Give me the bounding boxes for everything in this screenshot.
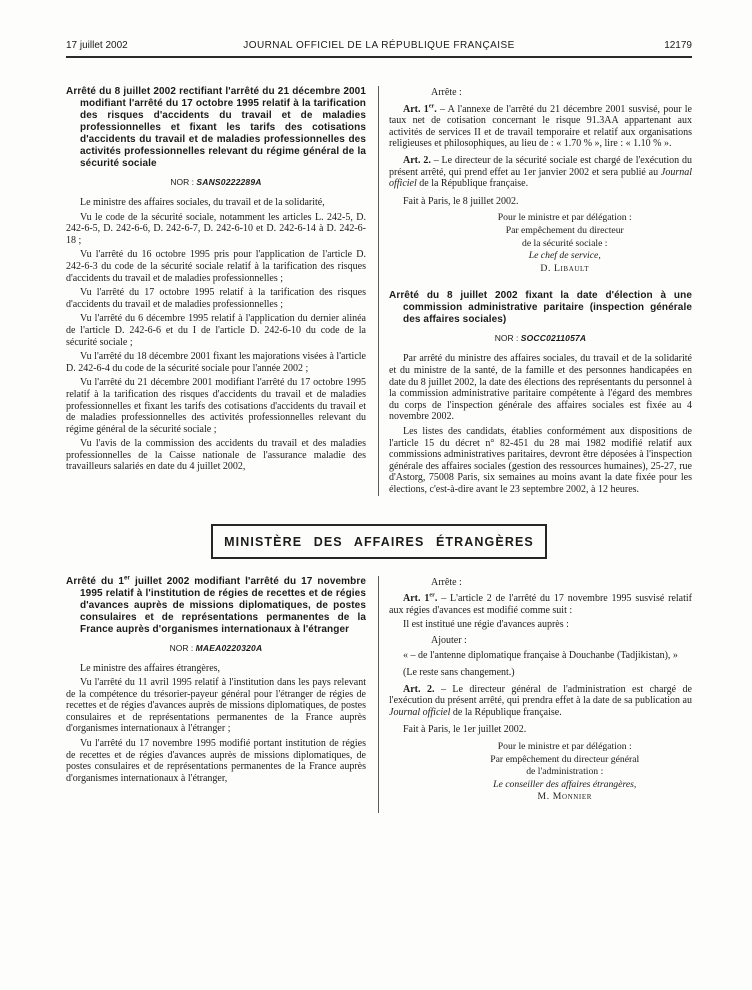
article-text: de la République française. — [416, 178, 529, 190]
signature-block — [437, 741, 692, 804]
preamble-paragraph: Vu l'arrêté du 17 octobre 1995 relatif à la tarification des risques d'accidents du travail et de maladies professionnelles ; — [66, 287, 366, 310]
signature-role: Le chef de service, — [528, 250, 601, 262]
quoted-addition-line: « – de l'antenne diplomatique française à Douchanbe (Tadjikistan), » — [403, 650, 678, 662]
amendment-intro-line: Il est institué une régie d'avances auprès : — [403, 619, 569, 631]
section-foreign-affairs — [66, 576, 692, 814]
article-text: – A l'annexe de l'arrêté du 21 décembre 2001 susvisé, pour le taux net de cotisation concernant le risque 91.3AA appartenant aux activités de services II et de travail temporaire et relatif aux organisations religieuses et philosophiques, au lieu de : « 1.70 % », lire : « 1.10 % ». — [389, 103, 692, 150]
arrete-line: Arrête : — [431, 87, 462, 98]
done-at-line: Fait à Paris, le 1er juillet 2002. — [403, 724, 527, 736]
signature-line: Pour le ministre et par délégation : — [497, 212, 632, 224]
article-1 — [389, 593, 692, 616]
issue-date: 17 juillet 2002 — [66, 40, 128, 51]
article-label: Art. 1er. — [403, 102, 437, 115]
signature-line: de l'administration : — [526, 766, 604, 778]
signature-name: D. Libault — [540, 262, 590, 274]
header-rule — [66, 56, 692, 58]
article-label: Art. 2. — [403, 154, 431, 166]
ajouter-line: Ajouter : — [431, 634, 467, 646]
article-1 — [389, 104, 692, 150]
nor-label: NOR : — [494, 333, 519, 344]
preamble-paragraph: Vu l'arrêté du 6 décembre 1995 relatif à l'application du dernier alinéa de l'article D. 242-6-6 et du I de l'article D. 242-6-10 du code de la sécurité sociale ; — [66, 313, 366, 348]
preamble-paragraph: Le ministre des affaires sociales, du travail et de la solidarité, — [80, 197, 325, 208]
article-label: Art. 1er. — [403, 591, 438, 605]
decree-title-regies: Arrêté du 1er juillet 2002 modifiant l'arrêté du 17 novembre 1995 relatif à l'institution de régies de recettes et de régies d'avances auprès de missions diplomatiques, de postes consulaires et de représentations permanentes de la France auprès d'organismes internationaux à l'étranger — [66, 574, 366, 635]
preamble-paragraph: Vu l'arrêté du 11 avril 1995 relatif à l'institution dans les pays relevant de la compétence du trésorier-payeur général pour l'étranger de régies de recettes et de régies d'avances auprès de missions diplomatiques, de postes consulaires et de représentations permanentes de la France auprès d'organismes internationaux à l'étranger ; — [66, 677, 366, 735]
signature-line: de la sécurité sociale : — [521, 237, 608, 249]
reste-line: (Le reste sans changement.) — [403, 667, 515, 679]
done-at-line: Fait à Paris, le 8 juillet 2002. — [403, 195, 519, 207]
signature-line: Par empêchement du directeur — [505, 224, 624, 236]
article-text: – Le directeur de la sécurité sociale est chargé de l'exécution du présent arrêté, qui prend effet au 1er janvier 2002 et sera publié au — [389, 154, 692, 178]
nor-line — [66, 177, 366, 187]
journal-title: JOURNAL OFFICIEL DE LA RÉPUBLIQUE FRANÇAISE — [243, 40, 515, 51]
signature-line: Pour le ministre et par délégation : — [497, 741, 632, 753]
arrete-line: Arrête : — [431, 576, 462, 588]
nor-line — [66, 643, 366, 653]
decree-title-election: Arrêté du 8 juillet 2002 fixant la date d'élection à une commission administrative paritaire (inspection générale des affaires sociales) — [389, 290, 692, 326]
nor-label: NOR : — [170, 177, 194, 187]
article-label: Art. 2. — [403, 683, 435, 695]
decree-title-tarification: Arrêté du 8 juillet 2002 rectifiant l'arrêté du 21 décembre 2001 modifiant l'arrêté du 17 octobre 1995 relatif à la tarification des risques d'accidents du travail et de maladies professionnelles et fixant les tarifs des cotisations d'accidents du travail et de maladies professionnelles des activités professionnelles relevant du régime général de la sécurité sociale — [66, 86, 366, 169]
nor-code: SANS0222289A — [196, 177, 262, 187]
article-2 — [389, 684, 692, 719]
signature-block — [437, 212, 692, 275]
page-number: 12179 — [664, 40, 692, 51]
nor-line — [389, 333, 692, 343]
column-right — [389, 576, 692, 814]
page-header — [66, 40, 692, 51]
preamble-paragraph: Vu l'arrêté du 21 décembre 2001 modifiant l'arrêté du 17 octobre 1995 relatif à la tarification des risques d'accidents du travail et de maladies professionnelles et fixant les tarifs des cotisations d'accidents du travail et de maladies professionnelles des activités professionnelles relevant du régime général de la sécurité sociale ; — [66, 377, 366, 435]
article-text: de la République française. — [450, 706, 562, 718]
article-text: – L'article 2 de l'arrêté du 17 novembre 1995 susvisé relatif aux régies d'avances est modifié comme suit : — [389, 593, 692, 616]
signature-role: Le conseiller des affaires étrangères, — [493, 778, 637, 790]
preamble-paragraph: Vu l'arrêté du 16 octobre 1995 pris pour l'application de l'article D. 242-6-3 du code de la sécurité sociale relatif à la tarification des risques d'accidents du travail et de maladies professionnelles ; — [66, 249, 366, 284]
body-paragraph: Les listes des candidats, établies conformément aux dispositions de l'article 15 du décret n° 82-451 du 28 mai 1982 modifié relatif aux commissions administratives paritaires, devront être déposées à l'inspection générale des affaires sociales (gestion des ressources humaines), 25-27, rue d'Astorg, 75008 Paris, six semaines au moins avant la date fixée pour les élections, c'est-à-dire avant le 23 septembre 2002, à 12 heures. — [389, 425, 692, 495]
journal-officiel-italic: Journal officiel — [389, 706, 451, 718]
article-text: – Le directeur général de l'administration est chargé de l'exécution du présent arrêté, qui prendra effet à la date de sa publication au — [389, 683, 692, 707]
nor-code: SOCC0211057A — [520, 333, 587, 344]
nor-label: NOR : — [169, 642, 194, 653]
signature-name: M. Monnier — [537, 791, 592, 803]
signature-line: Par empêchement du directeur général — [490, 753, 640, 765]
article-2 — [389, 155, 692, 190]
page-content — [66, 86, 692, 813]
column-divider — [378, 86, 379, 496]
preamble-paragraph: Vu le code de la sécurité sociale, notamment les articles L. 242-5, D. 242-6-5, D. 242-6-6, D. 242-6-7, D. 242-6-10 et D. 242-6-14 à D. 242-6-18 ; — [66, 211, 366, 246]
preamble-paragraph: Vu l'arrêté du 18 décembre 2001 fixant les majorations visées à l'article D. 242-6-4 du code de la sécurité sociale pour l'année 2002 ; — [66, 351, 366, 374]
preamble-paragraph: Le ministre des affaires étrangères, — [80, 662, 221, 674]
ministry-banner: MINISTÈRE DES AFFAIRES ÉTRANGÈRES — [211, 524, 547, 559]
column-left — [66, 86, 366, 496]
nor-code: MAEA0220320A — [195, 642, 263, 653]
body-paragraph: Par arrêté du ministre des affaires sociales, du travail et de la solidarité et du ministre de la santé, de la famille et des personnes handicapées en date du 8 juillet 2002, la date des élections des représentants du personnel à la commission administrative paritaire compétente à l'égard des membres du corps de l'inspection générale des affaires sociales est fixée au 4 novembre 2002. — [389, 353, 692, 423]
column-left — [66, 576, 366, 814]
preamble-paragraph: Vu l'arrêté du 17 novembre 1995 modifié portant institution de régies de recettes et de régies d'avances auprès de missions diplomatiques, de postes consulaires et de représentations permanentes de la France auprès d'organismes internationaux à l'étranger, — [66, 738, 366, 784]
column-divider — [378, 576, 379, 814]
preamble-paragraph: Vu l'avis de la commission des accidents du travail et des maladies professionnelles de la Caisse nationale de l'assurance maladie des travailleurs salariés en date du 4 juillet 2002, — [66, 438, 366, 473]
column-right — [389, 86, 692, 496]
journal-officiel-italic: Journal officiel — [389, 166, 692, 190]
section-social-decrees — [66, 86, 692, 496]
